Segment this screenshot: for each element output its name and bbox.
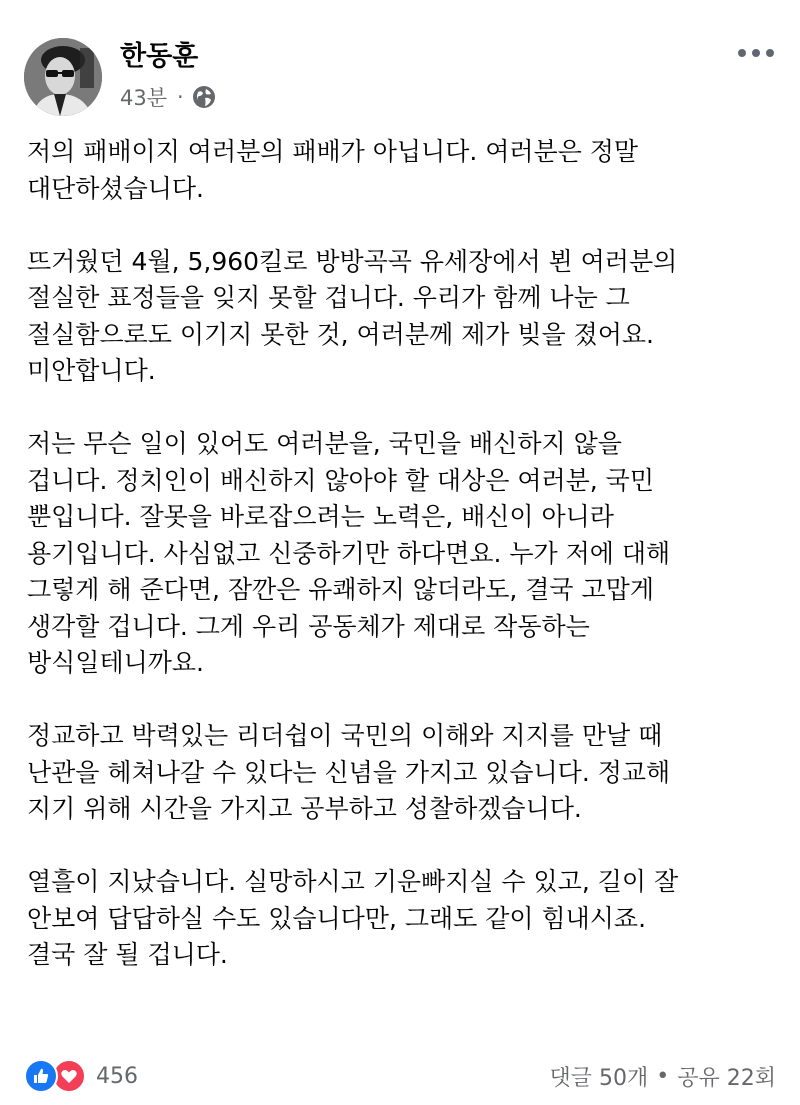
meta-separator: · (177, 85, 184, 109)
paragraph-spacer (27, 390, 772, 427)
globe-icon[interactable] (192, 85, 216, 109)
post-paragraph (27, 864, 772, 974)
post-line: 저의 패배이지 여러분의 패배가 아닙니다. 여러분은 정말 (27, 137, 639, 166)
post-line: 생각할 겁니다. 그게 우리 공동체가 제대로 작동하는 (27, 611, 590, 641)
post-line: 겁니다. 정치인이 배신하지 않아야 할 대상은 여러분, 국민 (27, 465, 654, 495)
post-line: 용기입니다. 사심없고 신중하기만 하다면요. 누가 저에 대해 (27, 538, 671, 568)
post-paragraph (27, 244, 772, 390)
post-line: 대단하셨습니다. (27, 173, 204, 203)
post-line: 안보여 답답하실 수도 있습니다만, 그래도 같이 힘내시죠. (27, 903, 647, 933)
counts-separator: • (656, 1063, 670, 1089)
post-line: 절실함으로도 이기지 못한 것, 여러분께 제가 빚을 졌어요. (27, 319, 654, 349)
post-line: 그렇게 해 준다면, 잠깐은 유쾌하지 않더라도, 결국 고맙게 (27, 575, 654, 604)
post-line: 미안합니다. (27, 356, 156, 385)
avatar-photo (24, 38, 102, 116)
paragraph-spacer (27, 207, 772, 244)
paragraph-spacer (27, 828, 772, 865)
post-paragraph (27, 426, 772, 682)
post-line: 저는 무슨 일이 있어도 여러분을, 국민을 배신하지 않을 (27, 429, 622, 458)
author-name[interactable]: 한동훈 (120, 41, 199, 72)
more-dot-icon (738, 49, 746, 57)
post-time[interactable]: 43분 (120, 86, 168, 110)
reaction-count: 456 (96, 1063, 138, 1089)
author-avatar[interactable] (24, 38, 102, 116)
post-line: 절실한 표정들을 잊지 못할 겁니다. 우리가 함께 나눈 그 (27, 283, 630, 312)
post-paragraph (27, 134, 772, 207)
more-dot-icon (752, 49, 760, 57)
post-line: 지기 위해 시간을 가지고 공부하고 성찰하겠습니다. (27, 794, 582, 823)
post-line: 열흘이 지났습니다. 실망하시고 기운빠지실 수 있고, 길이 잘 (27, 867, 679, 896)
engagement-counts (550, 1058, 776, 1094)
post-line: 결국 잘 될 겁니다. (27, 940, 228, 969)
post-body (27, 134, 772, 974)
post-line: 뜨거웠던 4월, 5,960킬로 방방곡곡 유세장에서 뵌 여러분의 (27, 246, 678, 276)
post-line: 방식일테니까요. (27, 648, 204, 677)
post-meta (120, 82, 216, 112)
post-line: 난관을 헤쳐나갈 수 있다는 신념을 가지고 있습니다. 정교해 (27, 757, 671, 787)
post-line: 정교하고 박력있는 리더쉽이 국민의 이해와 지지를 만날 때 (27, 721, 663, 750)
more-options-button[interactable] (734, 38, 778, 68)
shares-count[interactable]: 공유 22회 (677, 1065, 776, 1091)
like-icon (24, 1059, 58, 1093)
more-dot-icon (766, 49, 774, 57)
comments-count[interactable]: 댓글 50개 (549, 1065, 649, 1091)
reaction-summary[interactable] (24, 1058, 138, 1094)
post-paragraph (27, 718, 772, 828)
post-line: 뿐입니다. 잘못을 바로잡으려는 노력은, 배신이 아니라 (27, 502, 614, 531)
paragraph-spacer (27, 682, 772, 719)
